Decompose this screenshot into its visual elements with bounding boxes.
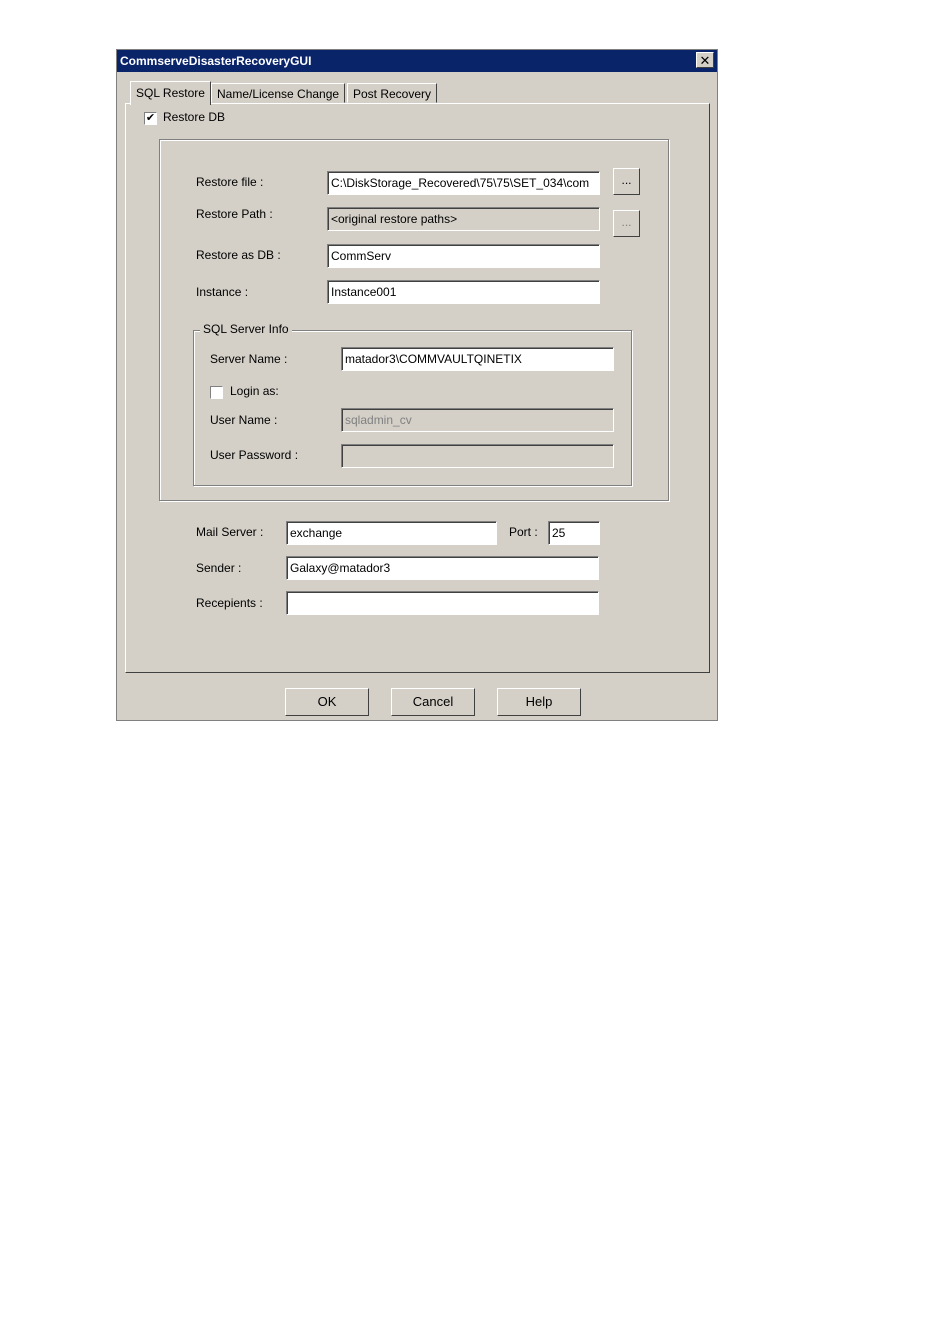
restore-db-label: Restore DB [163,110,226,124]
recipients-input[interactable] [286,591,599,615]
server-name-label: Server Name : [210,352,288,366]
port-label: Port : [509,525,538,539]
window-title: CommserveDisasterRecoveryGUI [120,54,312,68]
disaster-recovery-dialog [116,49,718,721]
mail-server-label: Mail Server : [196,525,264,539]
instance-label: Instance : [196,285,249,299]
login-as-checkbox[interactable] [210,386,223,399]
restore-as-db-input[interactable]: CommServ [327,244,600,268]
recipients-label: Recepients : [196,596,263,610]
restore-file-input[interactable]: C:\DiskStorage_Recovered\75\75\SET_034\com [327,171,600,195]
sql-server-info-title: SQL Server Info [200,322,292,336]
title-bar [117,50,717,72]
sender-input[interactable]: Galaxy@matador3 [286,556,599,580]
tab-post-recovery[interactable]: Post Recovery [347,83,437,103]
sender-label: Sender : [196,561,242,575]
mail-server-input[interactable]: exchange [286,521,497,545]
port-input[interactable]: 25 [548,521,600,545]
close-icon[interactable]: ✕ [696,52,714,68]
restore-file-browse-button[interactable]: ... [613,168,640,195]
user-name-input[interactable]: sqladmin_cv [341,408,614,432]
restore-as-db-label: Restore as DB : [196,248,281,262]
help-button[interactable]: Help [497,688,581,716]
server-name-input[interactable]: matador3\COMMVAULTQINETIX [341,347,614,371]
cancel-button[interactable]: Cancel [391,688,475,716]
user-name-label: User Name : [210,413,278,427]
login-as-label: Login as: [230,384,279,398]
ok-button[interactable]: OK [285,688,369,716]
restore-file-label: Restore file : [196,175,264,189]
restore-db-checkbox[interactable]: ✔ [145,112,156,124]
user-password-label: User Password : [210,448,299,462]
restore-path-label: Restore Path : [196,207,273,221]
instance-input[interactable]: Instance001 [327,280,600,304]
restore-path-input[interactable]: <original restore paths> [327,207,600,231]
user-password-input[interactable] [341,444,614,468]
tab-name-license-change[interactable]: Name/License Change [211,83,345,103]
restore-path-browse-button[interactable]: ... [613,210,640,237]
tab-sql-restore[interactable]: SQL Restore [130,81,211,105]
